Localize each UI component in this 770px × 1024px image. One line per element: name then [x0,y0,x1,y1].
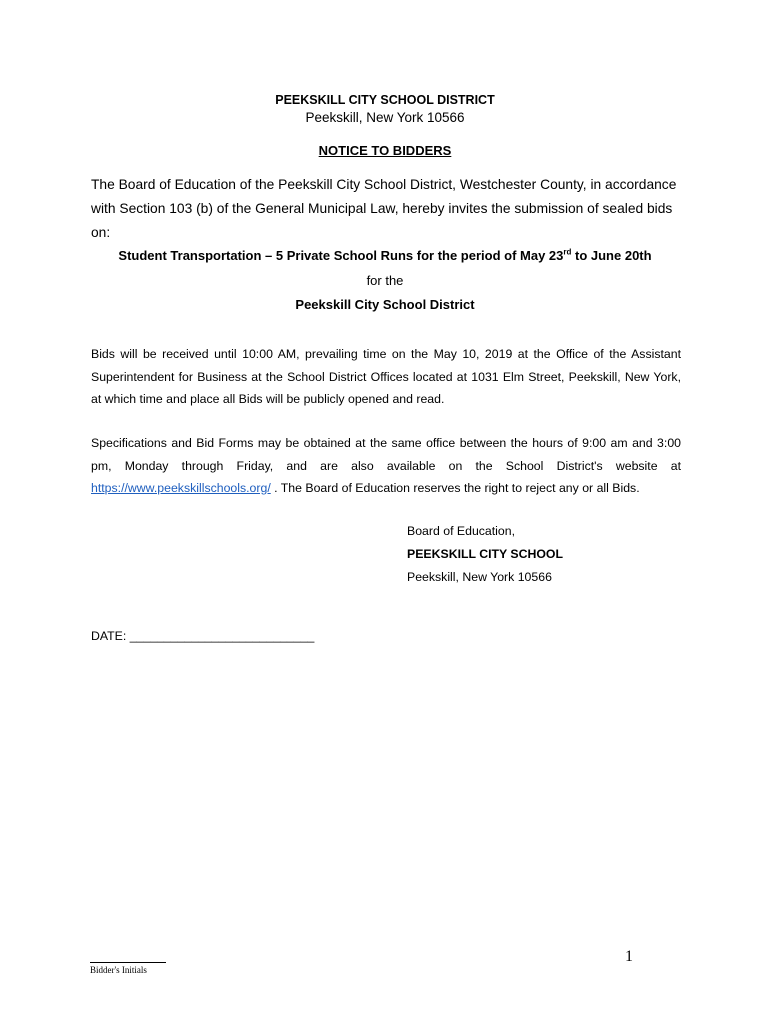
specifications-text: Specifications and Bid Forms may be obtained at the same office between the hours of 9:00 am and 3:00 pm, Monday through Friday, and are also available on the School District's website at [91,436,681,473]
district-name: Peekskill City School District [295,297,475,312]
date-field: DATE: ___________________________ [91,629,315,643]
for-the-text: for the [366,273,404,288]
specifications-paragraph [91,432,681,500]
website-link[interactable]: https://www.peekskillschools.org/ [91,481,271,495]
signature-school: PEEKSKILL CITY SCHOOL [407,547,564,561]
district-title: PEEKSKILL CITY SCHOOL DISTRICT [275,93,495,107]
bids-paragraph: Bids will be received until 10:00 AM, prevailing time on the May 10, 2019 at the Office of the Assistant Superintendent for Business at the School District Offices located at 1031 Elm Street, Peekskill, New York, at which time and place all Bids will be publicly opened and read. [91,347,681,406]
signature-board: Board of Education, [407,524,516,538]
notice-heading: NOTICE TO BIDDERS [318,143,452,158]
bid-subject-end: to June 20th [571,248,652,263]
intro-paragraph: The Board of Education of the Peekskill City School District, Westchester County, in accordance with Section 103 (b) of the General Municipal Law, hereby invites the submission of sealed bids on: [91,177,677,240]
signature-address: Peekskill, New York 10566 [407,570,552,584]
district-address: Peekskill, New York 10566 [305,110,465,125]
bid-subject-text: Student Transportation – 5 Private School Runs for the period of May 23 [118,248,564,263]
reserves-right-text: . The Board of Education reserves the right to reject any or all Bids. [270,481,640,495]
initials-line [90,962,166,963]
bid-subject-ordinal: rd [563,247,572,257]
page-number: 1 [625,948,633,965]
bid-subject [0,248,770,263]
bidders-initials-label: Bidder's Initials [90,965,147,975]
